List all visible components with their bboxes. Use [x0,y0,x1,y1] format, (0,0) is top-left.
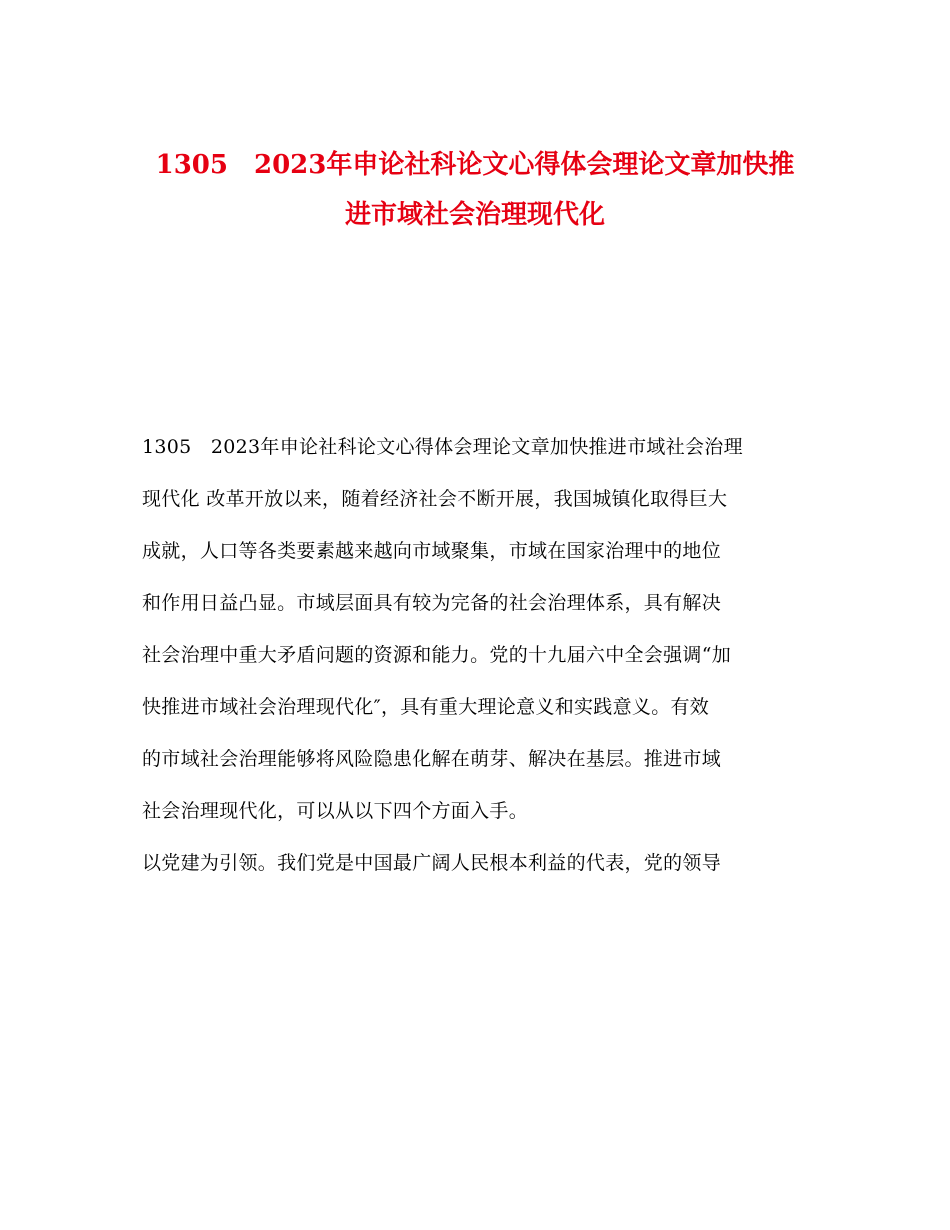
body-line-3: 成就，人口等各类要素越来越向市域聚集，市域在国家治理中的地位 [142,540,722,562]
body-line-8: 社会治理现代化，可以从以下四个方面入手。 [142,800,529,822]
body-line-2: 现代化 改革开放以来，随着经济社会不断开展，我国城镇化取得巨大 [142,488,728,510]
document-body [142,421,810,889]
title-line-2: 进市域社会治理现代化 [344,200,605,230]
body-line-4: 和作用日益凸显。市域层面具有较为完备的社会治理体系，具有解决 [142,592,722,614]
title-line-1: 1305 2023年申论社科论文心得体会理论文章加快推 [155,150,795,180]
body-line-1: 1305 2023年申论社科论文心得体会理论文章加快推进市域社会治理 [142,436,743,458]
body-line-9: 以党建为引领。我们党是中国最广阔人民根本利益的代表，党的领导 [142,852,722,874]
body-line-7: 的市域社会治理能够将风险隐患化解在萌芽、解决在基层。推进市域 [142,748,722,770]
body-line-6: 快推进市域社会治理现代化″，具有重大理论意义和实践意义。有效 [142,696,710,718]
document-title [140,140,810,240]
body-line-5: 社会治理中重大矛盾问题的资源和能力。党的十九届六中全会强调“加 [142,644,732,666]
